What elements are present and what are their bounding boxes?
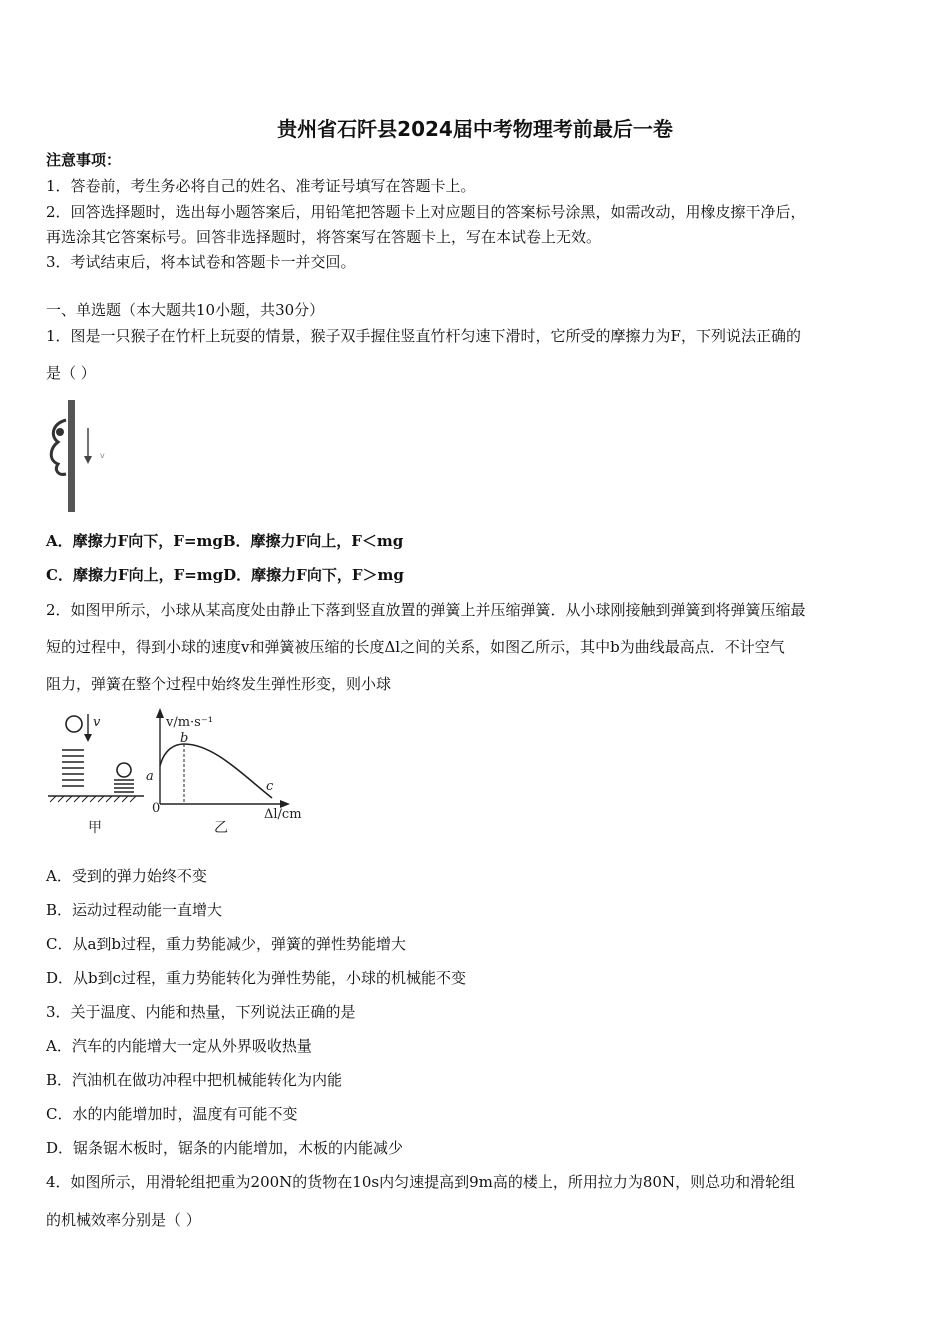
question-3-option: C．水的内能增加时，温度有可能不变 (46, 1105, 298, 1123)
spring (62, 750, 84, 786)
point-a-label: a (146, 769, 154, 784)
page-title: 贵州省石阡县2024届中考物理考前最后一卷 (277, 117, 673, 141)
question-1-stem-cont: 是（ ） (46, 364, 96, 382)
question-1-option: A．摩擦力F向下，F=mgB．摩擦力F向上，F＜mg (46, 532, 404, 550)
question-3-stem: 3．关于温度、内能和热量，下列说法正确的是 (46, 1003, 356, 1021)
ball-compressed (117, 763, 131, 777)
arrow-down-icon (84, 734, 92, 742)
question-4-stem: 4．如图所示，用滑轮组把重为200N的货物在10s内匀速提高到9m高的楼上，所用拉力为80N，则总功和滑轮组 (46, 1173, 796, 1191)
notice-item: 1．答卷前，考生务必将自己的姓名、准考证号填写在答题卡上。 (46, 177, 476, 195)
origin-label: 0 (152, 801, 161, 816)
question-3-option: A．汽车的内能增大一定从外界吸收热量 (46, 1037, 312, 1055)
ball (66, 716, 82, 732)
notice-item: 再选涂其它答案标号。回答非选择题时，将答案写在答题卡上，写在本试卷上无效。 (46, 228, 602, 246)
monkey-pole-figure (44, 398, 114, 516)
question-2-option: C．从a到b过程，重力势能减少，弹簧的弹性势能增大 (46, 935, 407, 953)
v-label: v (93, 715, 101, 730)
caption-jia: 甲 (88, 820, 102, 836)
notice-item: 3．考试结束后，将本试卷和答题卡一并交回。 (46, 253, 356, 271)
question-1-stem: 1．图是一只猴子在竹杆上玩耍的情景，猴子双手握住竖直竹杆匀速下滑时，它所受的摩擦力为F，下列说法正确的 (46, 327, 801, 345)
spring-graph-figure (44, 706, 334, 840)
question-2-option: A．受到的弹力始终不变 (46, 867, 207, 885)
question-2-stem: 2．如图甲所示，小球从某高度处由静止下落到竖直放置的弹簧上并压缩弹簧．从小球刚接触到弹簧到将弹簧压缩最 (46, 601, 806, 619)
spring-compressed (114, 780, 134, 792)
bamboo-pole (68, 400, 75, 512)
velocity-curve (160, 744, 272, 798)
question-3-option: D．锯条锯木板时，锯条的内能增加，木板的内能减少 (46, 1139, 404, 1157)
svg-text:v: v (100, 451, 105, 460)
section-heading: 一、单选题（本大题共10小题，共30分） (46, 301, 325, 319)
caption-yi: 乙 (214, 820, 228, 836)
y-axis-label: v/m·s⁻¹ (166, 715, 213, 730)
point-b-label: b (180, 731, 189, 746)
question-1-option: C．摩擦力F向上，F=mgD．摩擦力F向下，F＞mg (46, 566, 404, 584)
notice-item: 2．回答选择题时，选出每小题答案后，用铅笔把答题卡上对应题目的答案标号涂黑，如需改动，用橡皮擦干净后， (46, 203, 806, 221)
question-2-stem-cont: 短的过程中，得到小球的速度v和弹簧被压缩的长度Δl之间的关系，如图乙所示，其中b为曲线最高点．不计空气 (46, 638, 785, 656)
question-2-stem-cont: 阻力，弹簧在整个过程中始终发生弹性形变，则小球 (46, 675, 392, 693)
notice-heading: 注意事项： (46, 151, 122, 169)
monkey (51, 420, 66, 474)
question-2-option: B．运动过程动能一直增大 (46, 901, 223, 919)
point-c-label: c (266, 779, 274, 794)
question-2-option: D．从b到c过程，重力势能转化为弹性势能，小球的机械能不变 (46, 969, 467, 987)
question-3-option: B．汽油机在做功冲程中把机械能转化为内能 (46, 1071, 343, 1089)
x-axis-label: Δl/cm (264, 807, 302, 822)
question-4-stem-cont: 的机械效率分别是（ ） (46, 1211, 201, 1229)
